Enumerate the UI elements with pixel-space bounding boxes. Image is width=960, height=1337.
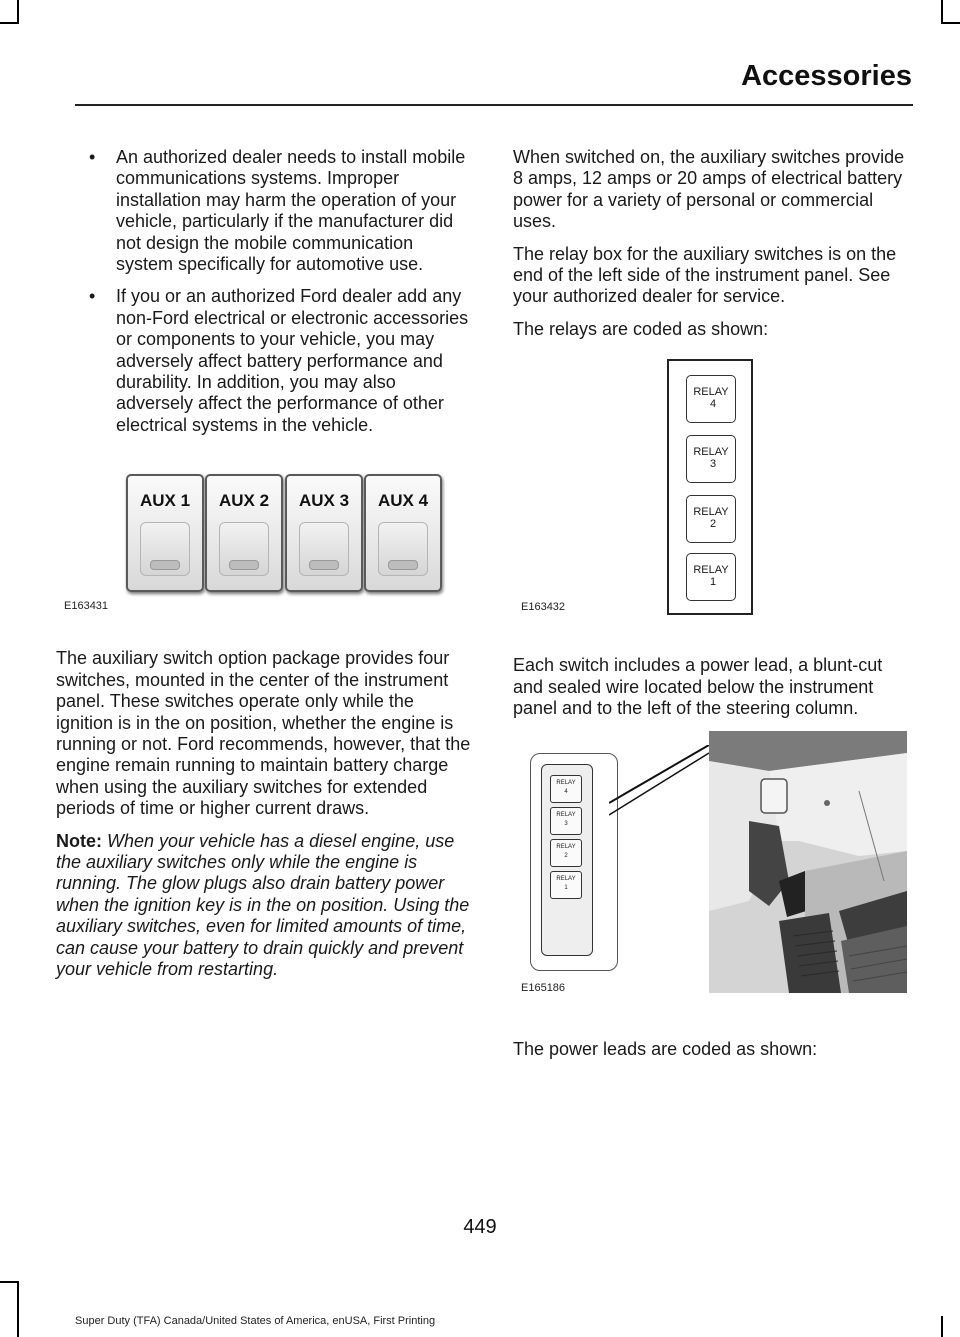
- aux-switch-figure: [56, 464, 475, 634]
- relay-number: 3: [709, 458, 717, 471]
- relay-box: [667, 359, 753, 615]
- paragraph: The relays are coded as shown:: [513, 318, 769, 339]
- inset-relay-name: RELAY: [556, 844, 576, 851]
- aux-switch-label: AUX 1: [139, 491, 191, 511]
- aux-switch: [364, 474, 442, 592]
- crop-mark: [0, 22, 19, 24]
- bullet-item: • If you or an authorized Ford dealer add any non-Ford electrical or electronic accessories or components to your vehicle, you may adversely affect battery performance and durability. In addition, you may also adversely affect the performance of other electrical systems in the vehicle.: [56, 286, 475, 436]
- note: [56, 831, 475, 981]
- inset-relay-number: 3: [564, 821, 568, 828]
- inset-relay-number: 4: [564, 789, 568, 796]
- bullet-item: • An authorized dealer needs to install mobile communications systems. Improper installation may harm the operation of your vehicle, particularly if the manufacturer did not design the mobile communication system specifically for automotive use.: [56, 147, 475, 275]
- instrument-panel-photo: [709, 731, 907, 993]
- paragraph: The relay box for the auxiliary switches is on the end of the left side of the instrument panel. See your authorized dealer for service.: [513, 243, 897, 307]
- page-number: 449: [463, 1216, 497, 1238]
- inset-relay-name: RELAY: [556, 780, 576, 787]
- relay-figure: [513, 351, 908, 641]
- footer-text: Super Duty (TFA) Canada/United States of America, enUSA, First Printing: [75, 1315, 436, 1327]
- relay-name: RELAY: [693, 564, 729, 577]
- aux-switch-label: AUX 4: [377, 491, 429, 511]
- relay-block: [686, 495, 736, 543]
- aux-slot: [150, 560, 180, 570]
- relay-name: RELAY: [693, 506, 729, 519]
- paragraph: When switched on, the auxiliary switches provide 8 amps, 12 amps or 20 amps of electrical battery power for a variety of personal or commercial uses.: [513, 147, 905, 232]
- inset-relay-block: [550, 775, 582, 803]
- relay-number: 2: [709, 518, 717, 531]
- crop-mark: [941, 1316, 943, 1337]
- left-column: [56, 147, 475, 991]
- note-text: When your vehicle has a diesel engine, use the auxiliary switches only while the engine is running. The glow plugs also drain battery power when the ignition key is in the on position. Using the auxiliary switches, even for limited amounts of time, can cause your battery to drain quickly and prevent your vehicle from restarting.: [56, 830, 470, 979]
- relay-name: RELAY: [693, 386, 729, 399]
- right-column: [513, 147, 908, 1072]
- aux-slot: [309, 560, 339, 570]
- relay-block: [686, 375, 736, 423]
- inset-relay-name: RELAY: [556, 812, 576, 819]
- crop-mark: [17, 1281, 19, 1337]
- leader-line: [609, 745, 715, 825]
- aux-switch-row: [126, 474, 438, 592]
- paragraph: The auxiliary switch option package provides four switches, mounted in the center of the instrument panel. These switches operate only while the ignition is in the on position, whether the engine is running or not. Ford recommends, however, that the engine remain running to maintain battery charge when using the auxiliary switches for extended periods of time or higher current draws.: [56, 648, 471, 819]
- relay-block: [686, 553, 736, 601]
- relay-number: 4: [709, 398, 717, 411]
- relay-inset: [530, 753, 618, 971]
- aux-slot: [229, 560, 259, 570]
- relay-name: RELAY: [693, 446, 729, 459]
- page-title: Accessories: [741, 60, 912, 92]
- inset-relay-box: [541, 764, 593, 956]
- crop-mark: [17, 0, 19, 22]
- aux-switch: [205, 474, 283, 592]
- inset-relay-number: 1: [564, 885, 568, 892]
- inset-relay-block: [550, 807, 582, 835]
- inset-relay-block: [550, 871, 582, 899]
- figure-code: E163432: [521, 601, 566, 614]
- note-label: Note:: [56, 830, 102, 851]
- header-divider: [75, 104, 913, 106]
- crop-mark: [0, 1281, 19, 1283]
- inset-relay-name: RELAY: [556, 876, 576, 883]
- aux-switch-label: AUX 2: [218, 491, 270, 511]
- aux-switch: [285, 474, 363, 592]
- paragraph: Each switch includes a power lead, a blunt-cut and sealed wire located below the instrument panel and to the left of the steering column.: [513, 655, 883, 719]
- aux-slot: [388, 560, 418, 570]
- paragraph: The power leads are coded as shown:: [513, 1039, 818, 1060]
- bullet-list: [56, 147, 475, 436]
- relay-block: [686, 435, 736, 483]
- crop-mark: [941, 22, 960, 24]
- inset-relay-number: 2: [564, 853, 568, 860]
- aux-switch: [126, 474, 204, 592]
- figure-code: E163431: [64, 600, 109, 613]
- crop-mark: [941, 0, 943, 22]
- aux-switch-label: AUX 3: [298, 491, 350, 511]
- inset-relay-block: [550, 839, 582, 867]
- panel-illustration: [709, 731, 907, 993]
- figure-code: E165186: [521, 982, 566, 995]
- relay-number: 1: [709, 576, 717, 589]
- instrument-panel-figure: [513, 731, 908, 1031]
